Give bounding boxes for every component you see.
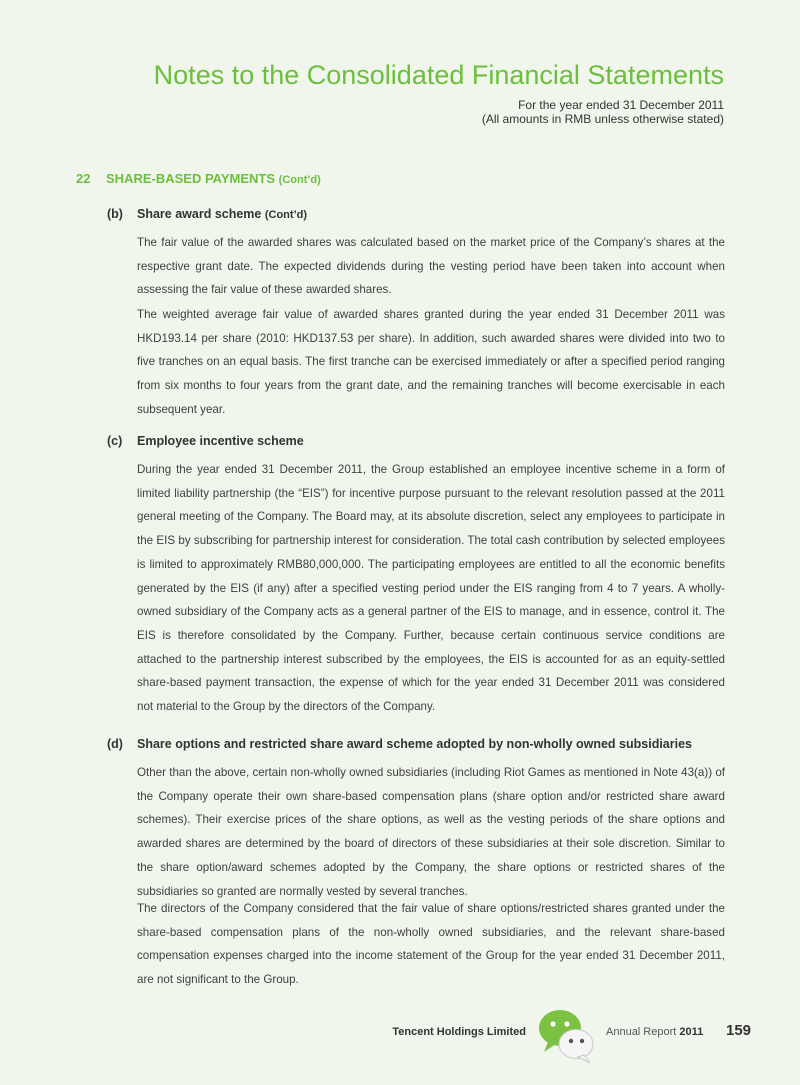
paragraph-c-1: During the year ended 31 December 2011, the Group established an employee incentive scheme in a form of limited liability partnership (the “EIS”) for incentive purpose pursuant to the relevant resolution passed at the 2011 general meeting of the Company. The Board may, at its absolute discretion, select any employees to participate in the EIS by subscribing for partnership interest for consideration. The total cash contribution by selected employees is limited to approximately RMB80,000,000. The participating employees are entitled to all the economic benefits generated by the EIS (if any) after a specified vesting period under the EIS ranging from 4 to 7 years. A wholly-owned subsidiary of the Company acts as a general partner of the EIS to manage, and in essence, control it. The EIS is therefore consolidated by the Company. Further, because certain continuous service conditions are attached to the partnership interest subscribed by the employees, the EIS is accounted for as an equity-settled share-based payment transaction, the expense of which for the year ended 31 December 2011 was considered not material to the Group by the directors of the Company.	[137, 463, 725, 714]
subsection-heading-b	[107, 207, 307, 221]
paragraph-d-2: The directors of the Company considered that the fair value of share options/restricted shares granted under the share-based compensation plans of the non-wholly owned subsidiaries, and the relevant share-based compensation expenses charged into the income statement of the Group for the year ended 31 December 2011, are not significant to the Group.	[137, 902, 725, 987]
subsection-letter: (c)	[107, 434, 123, 448]
paragraph-b-1: The fair value of the awarded shares was calculated based on the market price of the Company’s shares at the respective grant date. The expected dividends during the vesting period have been taken into account when assessing the fair value of these awarded shares.	[137, 236, 725, 297]
currency-note: (All amounts in RMB unless otherwise stated)	[481, 112, 724, 126]
page-subtitle	[482, 98, 724, 126]
subsection-title: Employee incentive scheme	[137, 434, 304, 448]
subsection-title: Share award scheme	[137, 207, 262, 221]
page-footer	[0, 1018, 800, 1078]
paragraph-b-2: The weighted average fair value of awarded shares granted during the year ended 31 December 2011 was HKD193.14 per share (2010: HKD137.53 per share). In addition, such awarded shares were divided into two to five tranches on an equal basis. The first tranche can be exercised immediately or after a specified period ranging from six months to four years from the grant date, and the remaining tranches will become exercisable in each subsequent year.	[137, 308, 725, 416]
wechat-bubbles-icon	[536, 1006, 598, 1071]
subsection-letter: (d)	[107, 737, 123, 751]
paragraph-d-1: Other than the above, certain non-wholly owned subsidiaries (including Riot Games as mentioned in Note 43(a)) of the Company operate their own share-based compensation plans (share option and/or restricted share award schemes). Their exercise prices of the share options, as well as the vesting periods of the share options and awarded shares are determined by the board of directors of these subsidiaries at their sole discretion. Similar to the share option/award schemes adopted by the Company, the share options or restricted shares of the subsidiaries so granted are normally vested by several tranches.	[137, 766, 725, 898]
subsection-contd: (Cont’d)	[264, 209, 308, 221]
footer-report-year: 2011	[679, 1026, 704, 1038]
section-heading	[76, 171, 321, 186]
subsection-letter: (b)	[107, 207, 123, 221]
section-number: 22	[76, 171, 91, 186]
subsection-heading-d	[107, 737, 692, 751]
footer-report-label: Annual Report	[606, 1026, 677, 1038]
section-contd: (Cont’d)	[278, 174, 321, 186]
footer-report	[606, 1026, 703, 1038]
page-number: 159	[726, 1022, 752, 1039]
period-line: For the year ended 31 December 2011	[518, 98, 724, 112]
footer-company: Tencent Holdings Limited	[392, 1026, 526, 1038]
subsection-heading-c	[107, 434, 304, 448]
page-title: Notes to the Consolidated Financial Statements	[153, 60, 724, 90]
subsection-title: Share options and restricted share award scheme adopted by non-wholly owned subsidiaries	[137, 737, 692, 751]
section-title: SHARE-BASED PAYMENTS	[106, 171, 276, 186]
